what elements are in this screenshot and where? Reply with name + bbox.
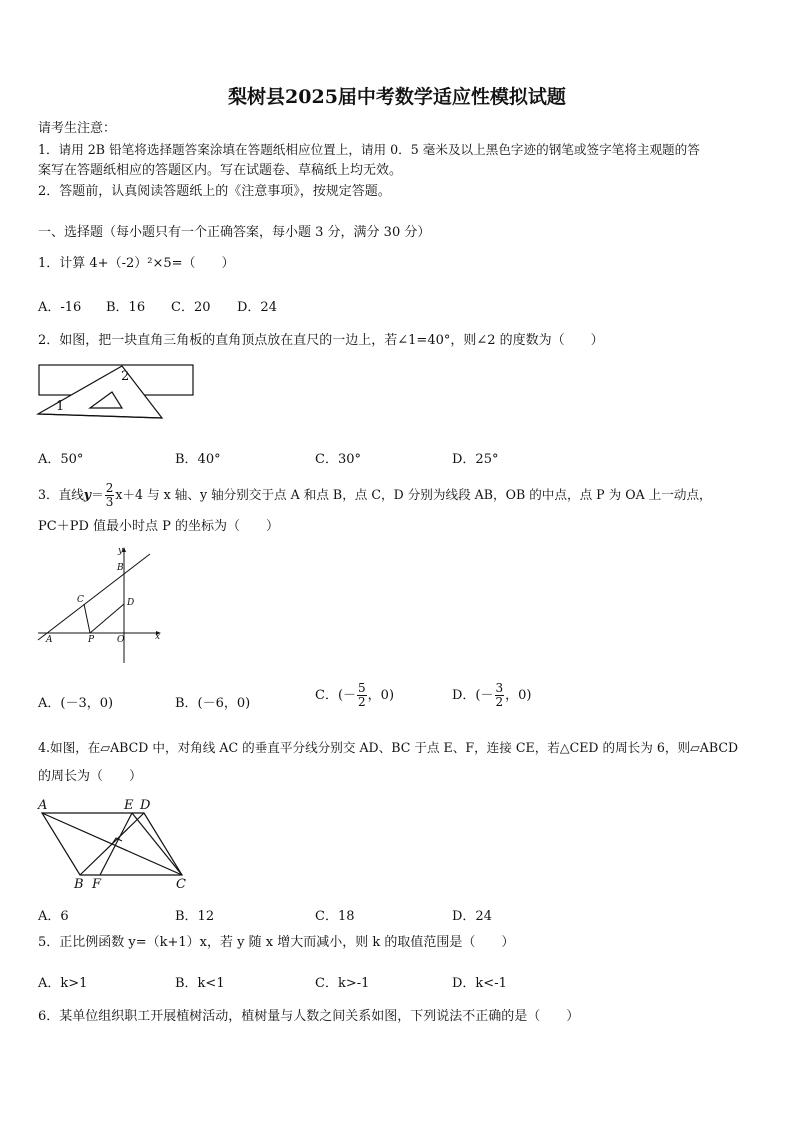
section-heading: 一、选择题（每小题只有一个正确答案，每小题 3 分，满分 30 分） [38, 225, 431, 240]
q3-option-d-numerator: 3 [495, 681, 504, 695]
q1-option-c[interactable]: C．20 [171, 300, 211, 315]
q3-segment-pd [90, 604, 124, 633]
q5-option-d[interactable]: D．k<-1 [452, 976, 507, 991]
q4-segment-ef [100, 813, 132, 875]
q4-label-c: C [176, 877, 186, 892]
q2-angle-2-label: 2 [121, 369, 130, 384]
q3-option-d-suffix: ，0) [505, 688, 532, 703]
q3-option-b[interactable]: B．(－6，0) [175, 696, 251, 711]
q3-label-p: P [88, 635, 95, 645]
q3-label-o: O [117, 635, 125, 645]
q3-label-c: C [77, 595, 84, 605]
q1-option-d[interactable]: D．24 [237, 300, 277, 315]
q3-option-c-denominator: 2 [358, 695, 366, 709]
q4-segment-ec [132, 813, 182, 875]
q5-option-a[interactable]: A．k>1 [38, 976, 88, 991]
q3-option-c-fraction [357, 682, 367, 709]
page-title: 梨树县2025届中考数学适应性模拟试题 [228, 86, 566, 108]
q4-label-b: B [74, 877, 84, 892]
q3-figure [38, 546, 168, 666]
q5-option-c[interactable]: C．k>-1 [315, 976, 370, 991]
q3-eq-numerator: 2 [105, 481, 114, 495]
q3-segment-pc [84, 604, 90, 633]
q4-label-a: A [38, 798, 48, 813]
q3-option-c-prefix: C．(－ [315, 688, 357, 703]
q3-label-b: B [117, 563, 124, 573]
q5-stem: 5．正比例函数 y=（k+1）x，若 y 随 x 增大而减小，则 k 的取值范围是（ ） [38, 935, 515, 950]
q2-figure [38, 362, 198, 432]
q3-label-a: A [46, 635, 53, 645]
q3-option-c-numerator: 5 [358, 681, 366, 695]
q3-label-x: x [155, 632, 161, 642]
q3-eq-y: y [83, 487, 92, 502]
q3-label-y: y [118, 546, 124, 556]
q3-stem-prefix: 3．直线 [38, 487, 84, 502]
q3-stem-rest: x＋4 与 x 轴、y 轴分别交于点 A 和点 B，点 C，D 分别为线段 AB，OB 的中点，点 P 为 OA 上一动点， [115, 487, 712, 502]
q4-option-d[interactable]: D．24 [452, 909, 492, 924]
notice-line-2: 2．答题前，认真阅读答题纸上的《注意事项》，按规定答题。 [38, 184, 391, 199]
q4-option-a[interactable]: A．6 [38, 909, 69, 924]
notice-heading: 请考生注意： [38, 121, 117, 136]
q6-stem: 6．某单位组织职工开展植树活动，植树量与人数之间关系如图，下列说法不正确的是（ ） [38, 1009, 580, 1024]
q4-stem-line-1: 4.如图，在▱ABCD 中，对角线 AC 的垂直平分线分别交 AD、BC 于点 E、F，连接 CE，若△CED 的周长为 6，则▱ABCD [38, 740, 739, 755]
q3-option-d[interactable] [452, 682, 531, 709]
q4-label-e: E [124, 798, 134, 813]
q3-label-d: D [127, 598, 135, 608]
q3-option-a[interactable]: A．(－3，0) [38, 696, 114, 711]
q3-eq-equals: ＝ [91, 487, 104, 502]
q2-option-a[interactable]: A．50° [38, 452, 84, 467]
q2-stem: 2．如图，把一块直角三角板的直角顶点放在直尺的一边上，若∠1=40°，则∠2 的度数为（ ） [38, 333, 604, 348]
q4-option-c[interactable]: C．18 [315, 909, 355, 924]
q4-stem-line-2: 的周长为（ ） [38, 769, 143, 784]
q4-label-f: F [92, 877, 102, 892]
q3-eq-denominator: 3 [105, 495, 114, 509]
q4-figure [36, 798, 196, 890]
q3-option-d-fraction [495, 682, 505, 709]
q4-option-b[interactable]: B．12 [175, 909, 215, 924]
q3-line-ab [38, 554, 150, 640]
q3-stem-line-2: PC＋PD 值最小时点 P 的坐标为（ ） [38, 519, 280, 534]
q2-option-b[interactable]: B．40° [175, 452, 221, 467]
q1-stem: 1．计算 4+（-2）²×5=（ ） [38, 256, 235, 271]
q2-option-d[interactable]: D．25° [452, 452, 499, 467]
q2-option-c[interactable]: C．30° [315, 452, 361, 467]
q3-eq-fraction [105, 482, 115, 509]
q3-option-d-denominator: 2 [495, 695, 504, 709]
q5-option-b[interactable]: B．k<1 [175, 976, 225, 991]
q4-label-d: D [140, 798, 151, 813]
q3-option-c[interactable] [315, 682, 394, 709]
notice-line-1b: 案写在答题纸相应的答题区内。写在试题卷、草稿纸上均无效。 [38, 163, 403, 178]
notice-line-1a: 1．请用 2B 铅笔将选择题答案涂填在答题纸相应位置上，请用 0．5 毫米及以上黑色字迹的钢笔或签字笔将主观题的答 [38, 142, 700, 157]
q3-stem-line-1 [38, 482, 712, 509]
q3-option-d-prefix: D．(－ [452, 688, 494, 703]
q3-option-c-suffix: ，0) [367, 688, 395, 703]
q2-angle-1-label: 1 [56, 399, 65, 414]
q1-option-a[interactable]: A．-16 [38, 300, 82, 315]
q1-option-b[interactable]: B．16 [106, 300, 146, 315]
